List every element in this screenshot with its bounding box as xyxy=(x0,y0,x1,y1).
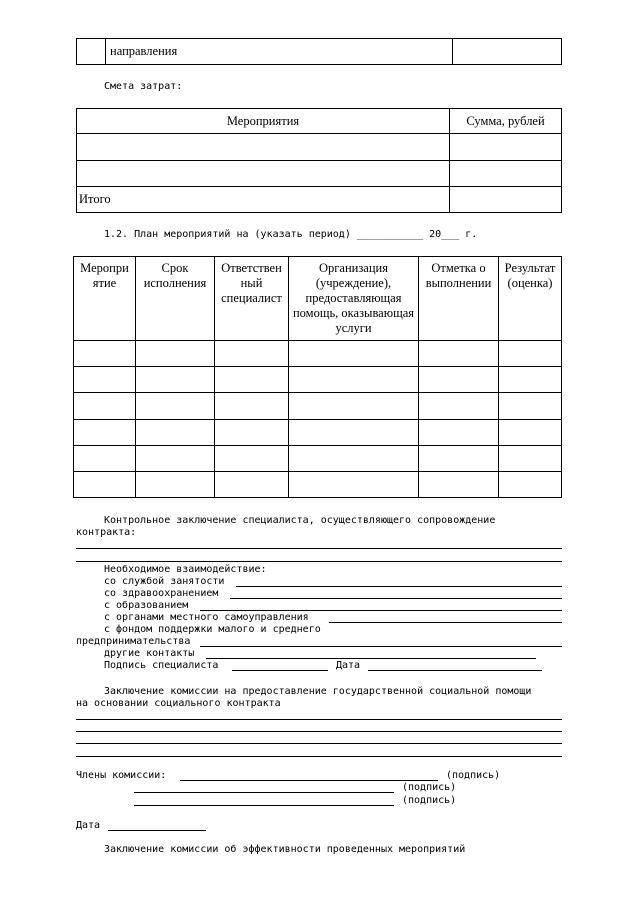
plan-cell xyxy=(289,341,419,367)
plan-year-blank: ___ xyxy=(441,229,460,240)
commission-member-line-3 xyxy=(134,805,394,806)
plan-cell xyxy=(419,367,499,393)
plan-cell xyxy=(419,446,499,472)
plan-cell xyxy=(215,472,289,498)
top-cell-empty xyxy=(453,39,562,65)
plan-cell xyxy=(499,446,562,472)
commission-line-1 xyxy=(76,719,562,720)
plan-year-prefix: 20 xyxy=(429,229,442,240)
plan-cell xyxy=(215,367,289,393)
interaction-employment-line xyxy=(236,586,562,587)
plan-cell xyxy=(499,393,562,420)
plan-cell xyxy=(499,341,562,367)
plan-heading xyxy=(104,229,477,241)
plan-header-result: Результат (оценка) xyxy=(499,257,562,341)
plan-row xyxy=(74,393,562,420)
plan-cell xyxy=(136,420,215,446)
interaction-local-gov-line xyxy=(329,622,562,623)
plan-cell xyxy=(289,446,419,472)
plan-cell xyxy=(419,472,499,498)
plan-cell xyxy=(419,420,499,446)
plan-cell xyxy=(499,420,562,446)
plan-row xyxy=(74,472,562,498)
plan-cell xyxy=(136,472,215,498)
plan-cell xyxy=(289,472,419,498)
commission-line-2 xyxy=(76,731,562,732)
plan-cell xyxy=(499,367,562,393)
interaction-sign-label: Подпись специалиста xyxy=(104,660,219,671)
plan-cell xyxy=(419,341,499,367)
plan-table xyxy=(73,256,562,498)
interaction-fund-line xyxy=(200,646,562,647)
plan-row xyxy=(74,367,562,393)
plan-period-blank: ___________ xyxy=(356,229,424,240)
plan-cell xyxy=(74,367,136,393)
interaction-fund-cont: предпринимательства xyxy=(76,636,191,647)
commission-text-line1: Заключение комиссии на предоставление государственной социальной помощи xyxy=(104,686,532,697)
plan-cell xyxy=(289,420,419,446)
plan-header-responsible: Ответствен ный специалист xyxy=(215,257,289,341)
commission-line-3 xyxy=(76,743,562,744)
interaction-education-line xyxy=(200,610,562,611)
commission-member-line-1 xyxy=(180,780,438,781)
plan-cell xyxy=(74,420,136,446)
plan-cell xyxy=(215,420,289,446)
budget-cell xyxy=(77,134,450,161)
plan-cell xyxy=(74,341,136,367)
interaction-date-line xyxy=(368,670,542,671)
plan-cell xyxy=(289,367,419,393)
plan-row xyxy=(74,341,562,367)
plan-year-suffix: г. xyxy=(465,229,478,240)
interaction-fund: с фондом поддержки малого и среднего xyxy=(104,624,321,635)
plan-row xyxy=(74,446,562,472)
interaction-other: другие контакты xyxy=(104,648,195,659)
commission-line-4 xyxy=(76,756,562,757)
plan-cell xyxy=(136,393,215,420)
interaction-education: с образованием xyxy=(104,600,189,611)
commission-members-label: Члены комиссии: xyxy=(76,770,167,781)
plan-header-mark: Отметка о выполнении xyxy=(419,257,499,341)
control-text-line1: Контрольное заключение специалиста, осуществляющего сопровождение xyxy=(104,515,496,526)
plan-header-event: Меропри ятие xyxy=(74,257,136,341)
commission-text-line2: на основании социального контракта xyxy=(76,698,281,709)
commission-member-line-2 xyxy=(134,792,394,793)
plan-header-organization: Организация (учреждение), предоставляющая помощь, оказывающая услуги xyxy=(289,257,419,341)
plan-cell xyxy=(74,446,136,472)
control-text-line2: контракта: xyxy=(76,527,137,538)
commission-final-text: Заключение комиссии об эффективности проведенных мероприятий xyxy=(104,844,466,855)
plan-cell xyxy=(289,393,419,420)
commission-signature-note-1: (подпись) xyxy=(446,770,501,781)
top-cell-number xyxy=(77,39,106,65)
top-cell-label: направления xyxy=(106,39,453,65)
budget-cell xyxy=(450,134,562,161)
budget-table xyxy=(76,108,562,213)
interaction-date-label: Дата xyxy=(336,660,361,671)
plan-header-deadline: Срок исполнения xyxy=(136,257,215,341)
commission-signature-note-3: (подпись) xyxy=(402,795,457,806)
budget-header-events: Мероприятия xyxy=(77,109,450,134)
interaction-health: со здравоохранением xyxy=(104,588,219,599)
control-line-2 xyxy=(76,561,562,562)
interaction-heading: Необходимое взаимодействие: xyxy=(104,564,267,575)
plan-body xyxy=(74,341,562,498)
interaction-employment: со службой занятости xyxy=(104,576,225,587)
plan-cell xyxy=(74,393,136,420)
interaction-health-line xyxy=(230,598,562,599)
plan-cell xyxy=(74,472,136,498)
interaction-other-line xyxy=(206,658,536,659)
plan-cell xyxy=(215,341,289,367)
budget-header-sum: Сумма, рублей xyxy=(450,109,562,134)
commission-date-label: Дата xyxy=(76,820,101,831)
top-table xyxy=(76,38,562,65)
interaction-sign-line xyxy=(232,670,328,671)
interaction-local-gov: с органами местного самоуправления xyxy=(104,612,309,623)
plan-cell xyxy=(419,393,499,420)
plan-cell xyxy=(499,472,562,498)
plan-heading-text: 1.2. План мероприятий на (указать период) xyxy=(104,229,351,240)
commission-date-line xyxy=(108,830,206,831)
plan-cell xyxy=(136,446,215,472)
plan-row xyxy=(74,420,562,446)
plan-cell xyxy=(136,367,215,393)
commission-signature-note-2: (подпись) xyxy=(402,782,457,793)
budget-heading: Смета затрат: xyxy=(104,81,183,92)
budget-total-value xyxy=(450,187,562,213)
plan-cell xyxy=(215,393,289,420)
plan-cell xyxy=(215,446,289,472)
budget-total-label: Итого xyxy=(77,187,450,213)
budget-cell xyxy=(450,161,562,187)
plan-cell xyxy=(136,341,215,367)
budget-cell xyxy=(77,161,450,187)
control-line-1 xyxy=(76,548,562,549)
